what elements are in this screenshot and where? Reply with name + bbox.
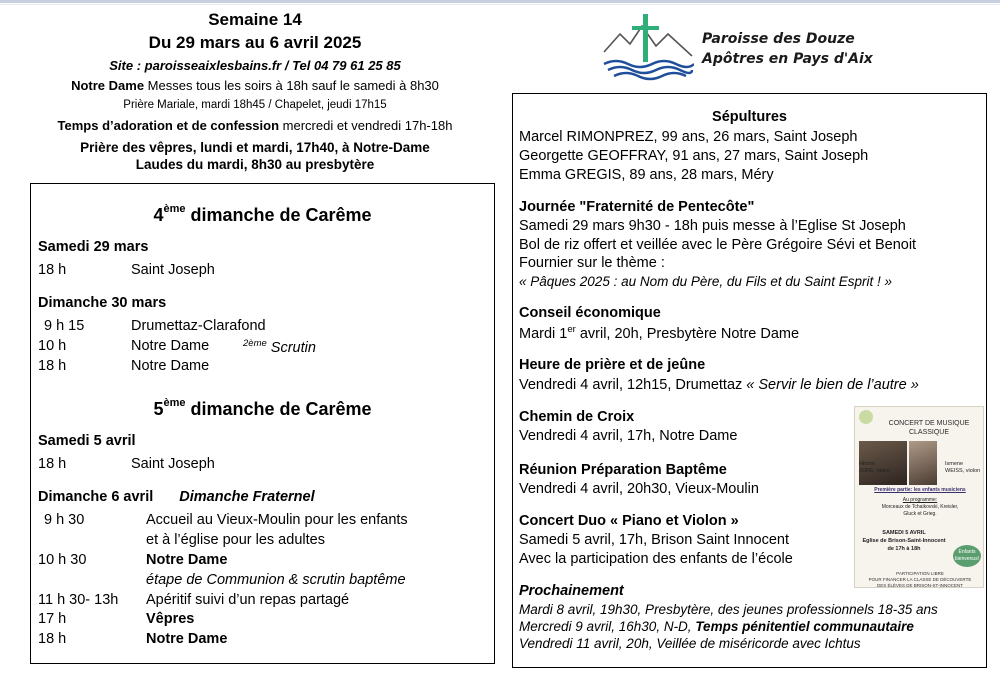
sunday-5-sup: ème [163, 397, 186, 409]
poster-foot2: POUR FINANCER LA CLASSE DE DÉCOUVERTE [868, 577, 972, 582]
conseil-line [519, 324, 799, 342]
sepulture-line: Emma GREGIS, 89 ans, 28 mars, Méry [519, 167, 774, 183]
prochainement-line2-pre: Mercredi 9 avril, 16h30, N-D, [519, 619, 696, 634]
sunday-6-label-text: Dimanche 6 avril [38, 489, 154, 505]
poster-date2: Eglise de Brison-Saint-Innocent [862, 538, 946, 544]
schedule-time: 18 h [38, 631, 67, 647]
reunion-line: Vendredi 4 avril, 20h30, Vieux-Moulin [519, 481, 759, 497]
schedule-time: 9 h 30 [44, 512, 85, 528]
sepultures-title: Sépultures [712, 109, 787, 125]
poster-photo-violinist [909, 441, 937, 485]
journee-title: Journée "Fraternité de Pentecôte" [519, 199, 755, 215]
note-sup: 2ème [243, 338, 267, 349]
poster-name1: Hitomi [859, 461, 875, 467]
poster-date3: de 17h à 18h [887, 546, 921, 552]
schedule-time: 9 h 15 [44, 318, 85, 334]
prochainement-line2-bold: Temps pénitentiel communautaire [695, 619, 914, 634]
sunday-5-title: dimanche de Carême [185, 399, 372, 419]
prochainement-line: Mardi 8 avril, 19h30, Presbytère, des jeunes professionnels 18-35 ans [519, 602, 938, 617]
schedule-time: 18 h [38, 358, 67, 374]
poster-first-part: Première partie: les enfants musiciens [874, 487, 966, 493]
concert-line: Samedi 5 avril, 17h, Brison Saint Innocent [519, 532, 790, 548]
poster-program [859, 497, 981, 518]
schedule-place: Notre Dame [146, 631, 228, 647]
heure-title: Heure de prière et de jeûne [519, 357, 706, 373]
sunday-5-num: 5 [153, 399, 164, 419]
conseil-sup: er [567, 324, 576, 335]
vespers-times: Prière des vêpres, lundi et mardi, 17h40, à Notre-Dame [80, 140, 430, 155]
heure-quote: « Servir le bien de l’autre » [746, 377, 919, 393]
poster-name-1 [859, 461, 890, 475]
journee-theme: « Pâques 2025 : au Nom du Père, du Fils et du Saint Esprit ! » [519, 274, 892, 289]
schedule-place: Saint Joseph [131, 262, 215, 278]
sunday-4-heading [30, 205, 495, 226]
schedule-place-cont: et à l’église pour les adultes [146, 532, 325, 548]
prochainement-title: Prochainement [519, 583, 624, 599]
poster-foot1: PARTICIPATION LIBRE [896, 571, 944, 576]
poster-prog1: Au programme: [902, 497, 938, 503]
parish-name [702, 29, 873, 69]
schedule-place: Vêpres [146, 611, 195, 627]
notre-dame-text: Messes tous les soirs à 18h sauf le samedi à 8h30 [144, 78, 439, 93]
conseil-title: Conseil économique [519, 305, 661, 321]
notre-dame-masses [30, 78, 480, 93]
poster-prog2: Morceaux de Tchaikovski, Kreisler, [881, 504, 959, 510]
schedule-place: Apéritif suivi d’un repas partagé [146, 592, 350, 608]
schedule-time: 10 h [38, 338, 67, 354]
sepulture-line: Marcel RIMONPREZ, 99 ans, 26 mars, Saint Joseph [519, 129, 858, 145]
week-title: Semaine 14 [208, 10, 302, 29]
poster-title-line2: CLASSIQUE [908, 429, 950, 436]
poster-foot3: DES ÉLÈVES DE BRISON-ST-INNOCENT [876, 583, 964, 588]
poster-title-line1: CONCERT DE MUSIQUE [888, 420, 970, 427]
poster-name2: Ismene [945, 461, 964, 467]
sunday-6-extra: Dimanche Fraternel [179, 489, 315, 505]
poster-date1: SAMEDI 5 AVRIL [882, 530, 926, 536]
schedule-time: 10 h 30 [38, 552, 87, 568]
sunday-5-heading [30, 399, 495, 420]
saturday-5-label: Samedi 5 avril [38, 433, 136, 449]
concert-title: Concert Duo « Piano et Violon » [519, 513, 739, 529]
schedule-place: Drumettaz-Clarafond [131, 318, 266, 334]
parish-logo-icon [602, 12, 694, 82]
poster-title [877, 419, 981, 437]
sepulture-line: Georgette GEOFFRAY, 91 ans, 27 mars, Saint Joseph [519, 148, 869, 164]
poster-footer [859, 571, 981, 588]
conseil-post: avril, 20h, Presbytère Notre Dame [575, 325, 800, 342]
top-border-secondary [0, 4, 1000, 5]
poster-logo-icon [859, 410, 873, 424]
note-text: Scrutin [266, 339, 316, 356]
notre-dame-label: Notre Dame [71, 78, 145, 93]
sunday-4-title: dimanche de Carême [185, 205, 372, 225]
poster-date [859, 529, 949, 553]
sunday-30-label: Dimanche 30 mars [38, 295, 167, 311]
poster-prog3: Gluck et Grieg. [903, 511, 937, 517]
chemin-line: Vendredi 4 avril, 17h, Notre Dame [519, 428, 738, 444]
journee-line: Fournier sur le thème : [519, 255, 665, 271]
adoration-label: Temps d’adoration et de confession [57, 118, 280, 133]
adoration-text: mercredi et vendredi 17h-18h [279, 118, 453, 133]
sunday-4-num: 4 [153, 205, 164, 225]
schedule-time: 17 h [38, 611, 67, 627]
top-border [0, 0, 1000, 3]
lauds-times: Laudes du mardi, 8h30 au presbytère [135, 157, 375, 172]
schedule-time: 11 h 30- 13h [38, 592, 119, 608]
schedule-note [243, 338, 316, 356]
parish-name-line1: Paroisse des Douze [702, 31, 855, 47]
journee-line: Bol de riz offert et veillée avec le Père Grégoire Sévi et Benoit [519, 237, 917, 253]
sunday-4-sup: ème [163, 203, 186, 215]
chemin-title: Chemin de Croix [519, 409, 635, 425]
prayer-times: Prière Mariale, mardi 18h45 / Chapelet, jeudi 17h15 [123, 99, 387, 111]
poster-name-2 [945, 461, 980, 475]
conseil-pre: Mardi 1 [519, 325, 568, 342]
schedule-place: Saint Joseph [131, 456, 215, 472]
schedule-place: Notre Dame [131, 338, 210, 354]
concert-poster [854, 406, 984, 588]
parish-name-line2: Apôtres en Pays d'Aix [702, 51, 873, 67]
prochainement-line: Vendredi 11 avril, 20h, Veillée de miséricorde avec Ichtus [519, 636, 861, 651]
heure-text: Vendredi 4 avril, 12h15, Drumettaz [519, 377, 747, 393]
site-contact: Site : paroisseaixlesbains.fr / Tel 04 79 61 25 85 [109, 58, 401, 73]
date-range: Du 29 mars au 6 avril 2025 [148, 33, 362, 52]
reunion-title: Réunion Préparation Baptême [519, 462, 727, 478]
concert-line: Avec la participation des enfants de l’école [519, 551, 793, 567]
heure-line [519, 377, 919, 393]
poster-role2: WEISS, violon [945, 468, 981, 474]
schedule-place: Notre Dame [131, 358, 210, 374]
schedule-place: Accueil au Vieux-Moulin pour les enfants [146, 512, 408, 528]
prochainement-line [519, 619, 914, 634]
poster-role1: JORE, piano [859, 468, 891, 474]
schedule-time: 18 h [38, 456, 67, 472]
journee-line: Samedi 29 mars 9h30 - 18h puis messe à l’Eglise St Joseph [519, 218, 906, 234]
schedule-time: 18 h [38, 262, 67, 278]
schedule-note: étape de Communion & scrutin baptême [146, 572, 406, 588]
poster-badge: Enfants bienvenus! [953, 545, 981, 567]
sunday-6-label [38, 489, 315, 505]
schedule-place: Notre Dame [146, 552, 228, 568]
saturday-29-label: Samedi 29 mars [38, 239, 149, 255]
adoration-times [30, 118, 480, 133]
